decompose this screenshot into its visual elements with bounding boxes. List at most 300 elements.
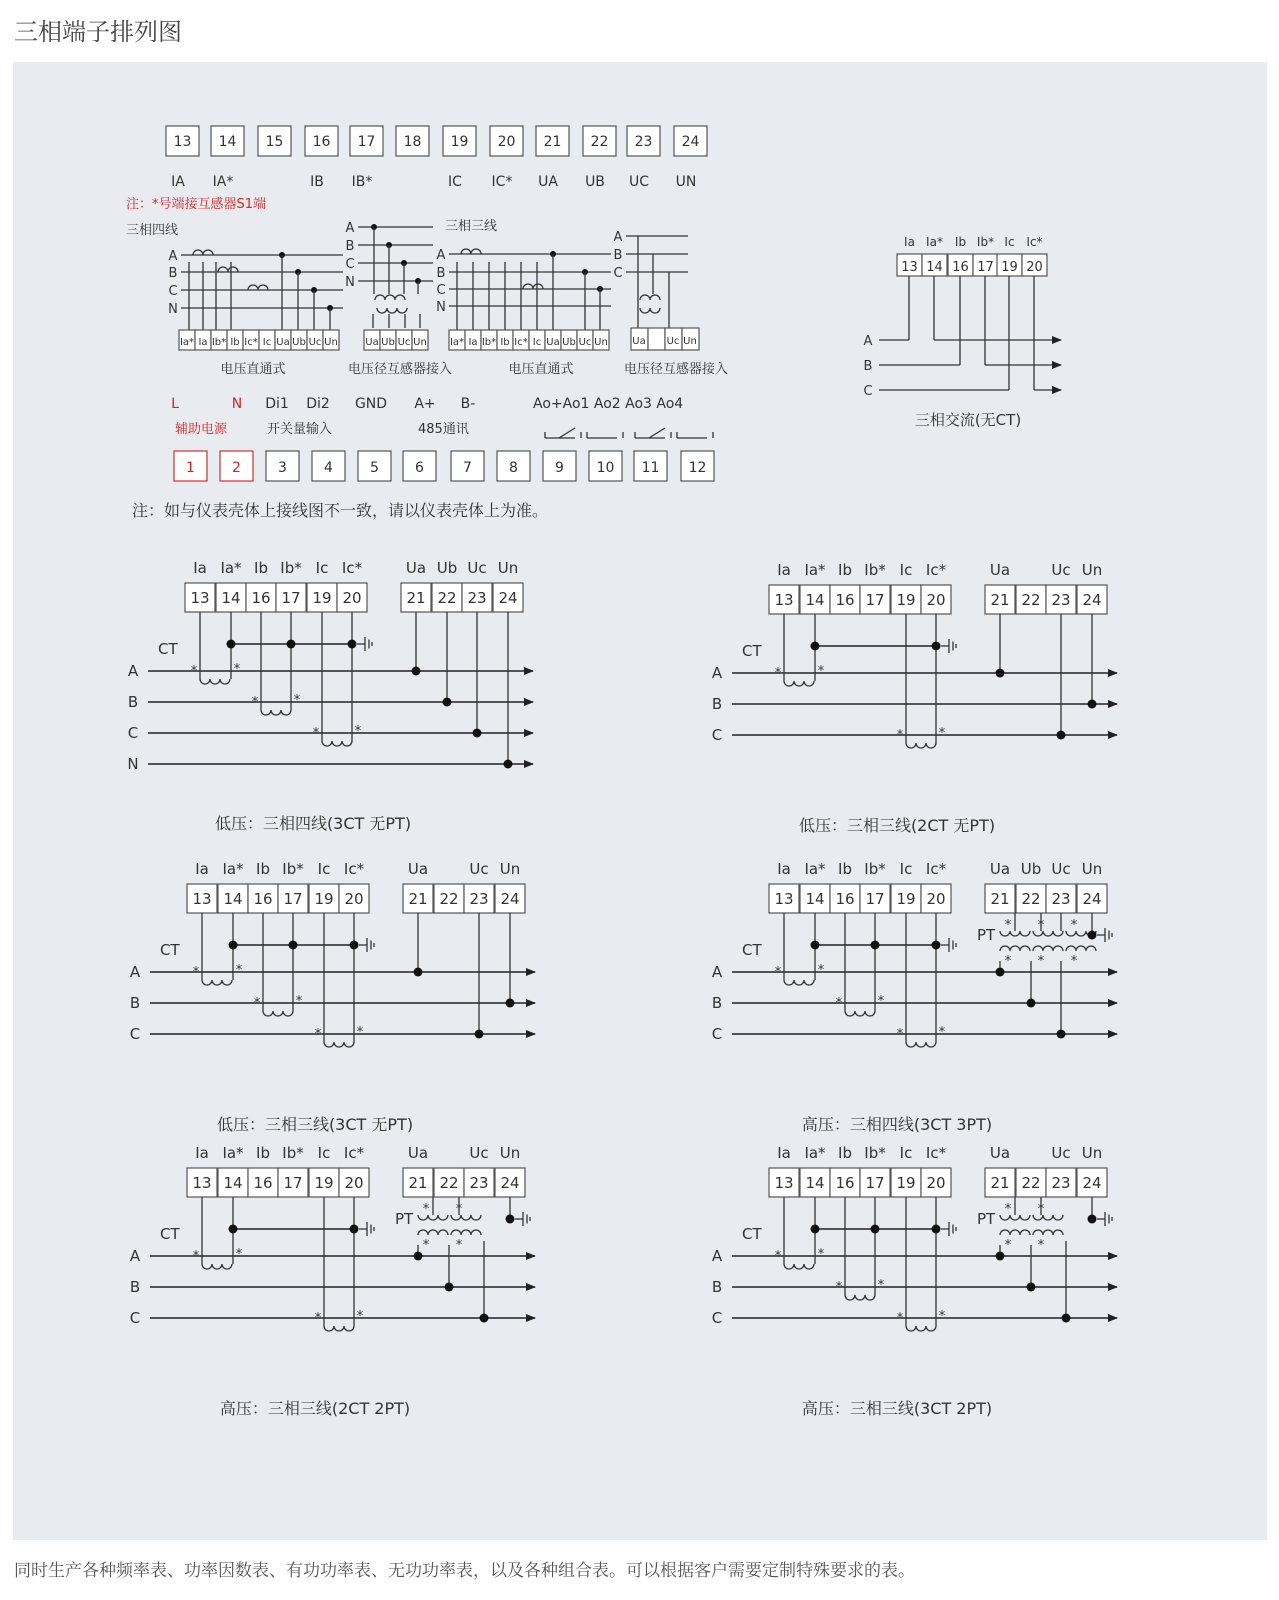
ct-coil <box>322 741 352 746</box>
junction-dot <box>932 1225 941 1234</box>
terminal-number: 19 <box>314 1174 334 1192</box>
ct-label: CT <box>160 941 180 959</box>
junction-dot <box>871 941 880 950</box>
ct-coil <box>906 1042 936 1047</box>
ground-icon <box>1097 928 1112 942</box>
terminal-label: Ua <box>407 860 429 878</box>
mini-terminal-label: Ua <box>546 337 560 348</box>
wiring-diagram <box>130 1144 535 1418</box>
diagram-caption: 高压：三相四线(3CT 3PT) <box>801 1115 993 1134</box>
polarity-star: * <box>817 963 825 978</box>
phase-label: B <box>129 1278 141 1296</box>
terminal-number: 21 <box>543 134 562 150</box>
polarity-star: * <box>817 1247 825 1262</box>
junction-dot <box>445 1283 454 1292</box>
terminal-label: Un <box>497 559 519 577</box>
ground-icon <box>941 1222 956 1236</box>
terminal-label: Uc <box>1051 1144 1071 1162</box>
terminal-number: 23 <box>469 1174 489 1192</box>
terminal-number: 1 <box>186 460 195 476</box>
terminal-label: Ic <box>899 860 913 878</box>
phase-label: A <box>863 334 873 349</box>
terminal-label: UN <box>675 174 697 190</box>
ct-coil <box>461 249 481 254</box>
polarity-star: * <box>817 664 825 679</box>
terminal-label: Ic* <box>341 559 363 577</box>
phase-label: A <box>127 662 139 680</box>
terminal-number: 22 <box>1021 890 1041 908</box>
contact-symbol <box>635 428 671 438</box>
ground-icon <box>941 639 956 653</box>
phase-label: B <box>127 693 139 711</box>
switch-input-label: 开关量输入 <box>267 422 333 437</box>
terminal-number: 17 <box>357 134 376 150</box>
mini-terminal-label: Un <box>594 337 608 348</box>
terminal-label: Ia* <box>222 860 244 878</box>
junction-dot <box>414 1252 423 1261</box>
junction-dot <box>996 669 1005 678</box>
diagram-caption: 高压：三相三线(3CT 2PT) <box>801 1399 993 1418</box>
terminal-number: 20 <box>926 1174 946 1192</box>
terminal-number: 23 <box>1051 890 1071 908</box>
phase-label: N <box>127 755 139 773</box>
mini-terminal-label: Ub <box>381 337 395 348</box>
terminal-number: 14 <box>805 890 825 908</box>
terminal-label: Ia* <box>804 1144 826 1162</box>
junction-dot <box>811 941 820 950</box>
mini-terminal-label: Ib* <box>211 337 227 348</box>
polarity-star: * <box>192 965 200 980</box>
star-note: 注：*号端接互感器S1端 <box>126 197 267 212</box>
junction-dot <box>289 941 298 950</box>
terminal-number: 17 <box>283 1174 303 1192</box>
ct-coil <box>324 1042 354 1047</box>
terminal-function-label: N <box>231 396 243 412</box>
terminal-label: Uc <box>1051 860 1071 878</box>
terminal-label: Ic* <box>343 1144 365 1162</box>
junction-dot <box>350 941 359 950</box>
terminal-function-label: Di2 <box>306 396 330 412</box>
terminal-number: 24 <box>500 890 520 908</box>
terminal-label: Ub <box>436 559 458 577</box>
polarity-star: * <box>293 693 301 708</box>
junction-dot <box>475 1030 484 1039</box>
terminal-label: Un <box>1081 860 1103 878</box>
terminal-number: 14 <box>221 589 241 607</box>
terminal-number: 13 <box>774 591 794 609</box>
phase-label: B <box>129 994 141 1012</box>
caption-pt: 电压径互感器接入 <box>623 362 729 377</box>
terminal-number: 20 <box>497 134 516 150</box>
junction-dot <box>506 1215 515 1224</box>
top-terminal-strip <box>126 126 707 212</box>
mini-terminal-label: Uc <box>578 337 592 348</box>
polarity-star: * <box>253 996 261 1011</box>
phase-label: B <box>711 695 723 713</box>
phase-label: C <box>863 384 873 399</box>
terminal-label: Ic <box>1004 235 1015 249</box>
phase-label: A <box>711 1247 723 1265</box>
terminal-number: 4 <box>324 460 333 476</box>
phase-label: C <box>168 284 178 299</box>
contact-blade <box>649 428 665 438</box>
terminal-number: 5 <box>370 460 379 476</box>
polarity-star: * <box>354 724 362 739</box>
ct-coil <box>418 1230 448 1235</box>
junction-dot <box>1027 1283 1036 1292</box>
mini-terminal <box>648 328 665 350</box>
phase-label: C <box>613 266 623 281</box>
terminal-label: IC <box>448 174 462 190</box>
polarity-star: * <box>938 726 946 741</box>
terminal-label: Ib <box>838 1144 852 1162</box>
mini-terminal-label: Ia <box>468 337 478 348</box>
terminal-number: 16 <box>952 260 969 275</box>
ground-icon <box>359 1222 374 1236</box>
junction-dot <box>811 1225 820 1234</box>
mini-terminal-label: Ib <box>500 337 510 348</box>
terminal-label: IB <box>310 174 324 190</box>
polarity-star: * <box>1037 954 1045 969</box>
junction-dot <box>480 1314 489 1323</box>
main-note: 注：如与仪表壳体上接线图不一致，请以仪表壳体上为准。 <box>132 501 549 520</box>
terminal-label: Ic <box>899 561 913 579</box>
terminal-number: 21 <box>990 1174 1010 1192</box>
junction-dot <box>871 1225 880 1234</box>
caption-direct: 电压直通式 <box>508 362 574 377</box>
phase-label: N <box>436 300 446 315</box>
terminal-number: 23 <box>469 890 489 908</box>
terminal-number: 14 <box>218 134 237 150</box>
rs485-label: 485通讯 <box>418 422 469 437</box>
polarity-star: * <box>835 1280 843 1295</box>
ct-coil <box>784 980 814 985</box>
ct-coil <box>263 1011 293 1016</box>
mini-terminal-label: Ic* <box>514 337 528 348</box>
terminal-label: IA <box>171 174 185 190</box>
ct-coil <box>845 1011 875 1016</box>
polarity-star: * <box>896 1311 904 1326</box>
terminal-number: 20 <box>344 890 364 908</box>
terminal-label: Uc <box>467 559 487 577</box>
terminal-number: 22 <box>590 134 609 150</box>
wiring-diagram <box>127 559 533 833</box>
terminal-number: 6 <box>415 460 424 476</box>
caption-direct: 电压直通式 <box>220 362 286 377</box>
mini-terminal-label: Uc <box>308 337 322 348</box>
terminal-number: 24 <box>1082 1174 1102 1192</box>
terminal-label: Ia* <box>220 559 242 577</box>
terminal-number: 17 <box>865 1174 885 1192</box>
terminal-number: 13 <box>190 589 210 607</box>
terminal-number: 14 <box>805 591 825 609</box>
diagram-caption: 低压：三相三线(2CT 无PT) <box>798 816 996 835</box>
junction-dot <box>1027 999 1036 1008</box>
polarity-star: * <box>422 1202 430 1217</box>
terminal-label: Un <box>1081 561 1103 579</box>
caption-pt: 电压径互感器接入 <box>347 362 453 377</box>
terminal-number: 20 <box>926 890 946 908</box>
contact-symbol <box>677 432 713 438</box>
phase-label: C <box>127 724 139 742</box>
polarity-star: * <box>774 666 782 681</box>
terminal-number: 22 <box>1021 1174 1041 1192</box>
terminal-label: Ib* <box>864 860 886 878</box>
terminal-label: UC <box>628 174 650 190</box>
phase-label: B <box>168 266 178 281</box>
terminal-label: Ua <box>989 561 1011 579</box>
terminal-number: 23 <box>1051 1174 1071 1192</box>
no-ct-diagram <box>863 235 1061 429</box>
phase-label: B <box>711 1278 723 1296</box>
mini-terminal-label: Ua <box>365 337 379 348</box>
junction-dot <box>414 968 423 977</box>
terminal-label: Ic <box>317 860 331 878</box>
terminal-number: 19 <box>1001 260 1018 275</box>
terminal-number: 3 <box>278 460 287 476</box>
pt-label: PT <box>977 926 996 944</box>
junction-dot <box>996 968 1005 977</box>
ct-coil <box>906 1326 936 1331</box>
polarity-star: * <box>938 1025 946 1040</box>
polarity-star: * <box>455 1238 463 1253</box>
terminal-label: Ib <box>838 860 852 878</box>
polarity-star: * <box>190 664 198 679</box>
junction-dot <box>1057 1030 1066 1039</box>
mini-terminal-label: Ia <box>198 337 208 348</box>
polarity-star: * <box>295 994 303 1009</box>
terminal-label: Ua <box>989 1144 1011 1162</box>
terminal-label: Ia <box>193 559 207 577</box>
terminal-number: 12 <box>688 460 707 476</box>
phase-label: C <box>436 283 446 298</box>
wiring-diagram <box>712 1144 1117 1418</box>
terminal-number: 16 <box>253 1174 273 1192</box>
ct-coil <box>1066 946 1096 951</box>
label-3p3w: 三相三线 <box>445 219 498 234</box>
diagram-caption: 低压：三相三线(3CT 无PT) <box>216 1115 414 1134</box>
terminal-number: 18 <box>403 134 422 150</box>
ct-coil <box>784 1264 814 1269</box>
terminal-label: Ic* <box>925 561 947 579</box>
terminal-function-label: A+ <box>414 396 436 412</box>
terminal-number: 24 <box>681 134 700 150</box>
terminal-label: Ub <box>1020 860 1042 878</box>
junction-dot <box>504 760 513 769</box>
junction-dot <box>1088 1215 1097 1224</box>
terminal-number: 24 <box>1082 890 1102 908</box>
wiring-diagrams <box>13 62 1267 1540</box>
phase-label: A <box>345 221 355 236</box>
ct-coil <box>218 267 238 272</box>
junction-dot <box>996 1252 1005 1261</box>
terminal-label: Ia <box>195 860 209 878</box>
terminal-label: Ic <box>317 1144 331 1162</box>
terminal-label: Un <box>1081 1144 1103 1162</box>
terminal-number: 17 <box>865 890 885 908</box>
terminal-label: Ic <box>899 1144 913 1162</box>
terminal-number: 21 <box>408 890 428 908</box>
ct-coil <box>193 250 213 255</box>
polarity-star: * <box>1070 954 1078 969</box>
wiring-diagram <box>130 860 535 1134</box>
junction-dot <box>229 1225 238 1234</box>
terminal-label: Ib <box>256 1144 270 1162</box>
phase-label: A <box>129 963 141 981</box>
terminal-number: 14 <box>805 1174 825 1192</box>
polarity-star: * <box>835 996 843 1011</box>
ground-icon <box>1097 1212 1112 1226</box>
polarity-star: * <box>314 1027 322 1042</box>
polarity-star: * <box>422 1238 430 1253</box>
ct-coil <box>640 308 660 313</box>
ct-label: CT <box>160 1225 180 1243</box>
mini-terminal-label: Ia* <box>179 337 195 348</box>
junction-dot <box>287 640 296 649</box>
polarity-star: * <box>896 1027 904 1042</box>
terminal-number: 15 <box>265 134 284 150</box>
pt-label: PT <box>977 1210 996 1228</box>
mini-terminal-label: Un <box>324 337 338 348</box>
polarity-star: * <box>1037 918 1045 933</box>
junction-dot <box>229 941 238 950</box>
terminal-number: 23 <box>1051 591 1071 609</box>
mini-terminal-label: Ub <box>562 337 576 348</box>
phase-label: C <box>711 1309 723 1327</box>
polarity-star: * <box>312 726 320 741</box>
terminal-number: 17 <box>977 260 994 275</box>
phase-label: A <box>436 248 446 263</box>
terminal-label: UB <box>585 174 605 190</box>
terminal-number: 20 <box>926 591 946 609</box>
terminal-label: Uc <box>1051 561 1071 579</box>
junction-dot <box>1088 931 1097 940</box>
terminal-function-label: Di1 <box>265 396 289 412</box>
diagram-caption: 高压：三相三线(2CT 2PT) <box>219 1399 411 1418</box>
terminal-function-label: GND <box>354 396 388 412</box>
ct-label: CT <box>742 1225 762 1243</box>
contact-blade <box>559 428 575 438</box>
junction-dot <box>350 1225 359 1234</box>
terminal-label: Ib <box>254 559 268 577</box>
ct-coil <box>261 710 291 715</box>
ct-coil <box>1000 1230 1030 1235</box>
polarity-star: * <box>877 1278 885 1293</box>
terminal-number: 19 <box>896 1174 916 1192</box>
junction-dot <box>506 999 515 1008</box>
terminal-number: 13 <box>192 890 212 908</box>
terminal-number: 10 <box>596 460 615 476</box>
ct-coil <box>523 284 543 289</box>
terminal-number: 22 <box>1021 591 1041 609</box>
terminal-number: 7 <box>463 460 472 476</box>
terminal-number: 20 <box>342 589 362 607</box>
junction-dot <box>1057 731 1066 740</box>
mini-terminal-label: Uc <box>666 336 680 347</box>
terminal-label: Ic <box>315 559 329 577</box>
mini-terminal-label: Ia* <box>449 337 465 348</box>
phase-label: C <box>711 1025 723 1043</box>
mini-terminal-label: Ic <box>262 337 272 348</box>
phase-label: A <box>711 963 723 981</box>
polarity-star: * <box>1037 1202 1045 1217</box>
terminal-number: 17 <box>283 890 303 908</box>
terminal-label: IB* <box>351 174 373 190</box>
polarity-star: * <box>1070 918 1078 933</box>
ground-icon <box>357 637 372 651</box>
junction-dot <box>227 640 236 649</box>
ct-coil <box>784 681 814 686</box>
terminal-label: Ib* <box>864 561 886 579</box>
terminal-number: 21 <box>408 1174 428 1192</box>
polarity-star: * <box>774 965 782 980</box>
junction-dot <box>932 941 941 950</box>
mini-terminal-label: Ic <box>532 337 542 348</box>
terminal-number: 19 <box>450 134 469 150</box>
terminal-number: 16 <box>835 591 855 609</box>
terminal-number: 21 <box>990 591 1010 609</box>
terminal-label: Ia <box>195 1144 209 1162</box>
footer-note: 同时生产各种频率表、功率因数表、有功功率表、无功功率表，以及各种组合表。可以根据客户需要定制特殊要求的表。 <box>14 1561 915 1581</box>
ct-coil <box>377 308 407 313</box>
phase-label: A <box>613 230 623 245</box>
terminal-number: 19 <box>312 589 332 607</box>
mini-terminal-label: Un <box>413 337 427 348</box>
no-ct-caption: 三相交流(无CT) <box>914 411 1022 429</box>
junction-dot <box>932 642 941 651</box>
phase-label: N <box>168 302 178 317</box>
polarity-star: * <box>896 728 904 743</box>
ct-coil <box>451 1230 481 1235</box>
ct-coil <box>324 1326 354 1331</box>
phase-label: N <box>345 275 355 290</box>
diagram-panel <box>13 62 1267 1540</box>
terminal-number: 19 <box>896 591 916 609</box>
phase-label: B <box>711 994 723 1012</box>
ct-coil <box>1000 946 1030 951</box>
phase-label: A <box>711 664 723 682</box>
ct-coil <box>202 1264 232 1269</box>
terminal-number: 19 <box>314 890 334 908</box>
terminal-number: 23 <box>634 134 653 150</box>
terminal-label: Ic* <box>925 1144 947 1162</box>
terminal-number: 13 <box>774 1174 794 1192</box>
ct-label: CT <box>742 941 762 959</box>
terminal-label: Ib <box>954 235 967 249</box>
ct-coil <box>845 1295 875 1300</box>
polarity-star: * <box>1004 1202 1012 1217</box>
bottom-terminal-strip <box>132 396 714 520</box>
terminal-label: Un <box>499 1144 521 1162</box>
terminal-label: Ua <box>407 1144 429 1162</box>
terminal-number: 11 <box>641 460 660 476</box>
terminal-label: Ua <box>405 559 427 577</box>
ct-coil <box>248 285 268 290</box>
contact-symbol <box>587 432 623 438</box>
terminal-label: Ib <box>838 561 852 579</box>
polarity-star: * <box>192 1249 200 1264</box>
terminal-number: 13 <box>774 890 794 908</box>
terminal-label: IC* <box>491 174 513 190</box>
terminal-label: UA <box>538 174 558 190</box>
terminal-number: 14 <box>223 1174 243 1192</box>
terminal-label: Uc <box>469 1144 489 1162</box>
mini-terminal-label: Uc <box>397 337 411 348</box>
junction-dot <box>1088 700 1097 709</box>
terminal-number: 13 <box>901 260 918 275</box>
terminal-label: Ib* <box>864 1144 886 1162</box>
terminal-label: Ic* <box>1026 235 1043 249</box>
